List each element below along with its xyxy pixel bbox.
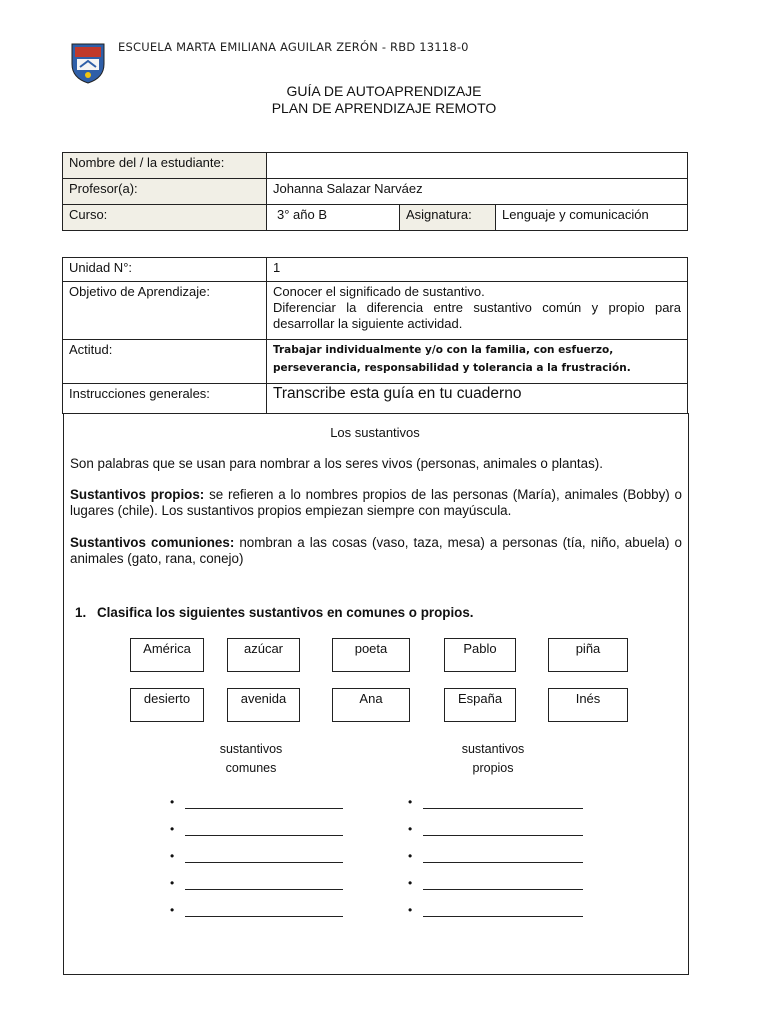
word-box: avenida — [227, 688, 300, 722]
proper-noun-text: se refieren a lo nombres propios de las personas (María), animales (Bobby) o lugares (chile). Los sustantivos propios empiezan siempre con mayúscula. — [70, 487, 682, 518]
word-box: Pablo — [444, 638, 516, 672]
word-box: poeta — [332, 638, 410, 672]
answer-line-proper[interactable] — [423, 916, 583, 917]
proper-nouns-column-label — [413, 740, 573, 778]
course-label: Curso: — [63, 205, 267, 231]
word-box: España — [444, 688, 516, 722]
student-name-label: Nombre del / la estudiante: — [63, 153, 267, 179]
bullet: • — [408, 849, 413, 863]
instructions-value: Transcribe esta guía en tu cuaderno — [267, 384, 688, 414]
subject-label: Asignatura: — [400, 205, 496, 231]
answer-line-common[interactable] — [185, 916, 343, 917]
word-box: Inés — [548, 688, 628, 722]
proper-col-line-1: sustantivos — [461, 742, 525, 756]
subject-value: Lenguaje y comunicación — [496, 205, 688, 231]
answer-line-proper[interactable] — [423, 835, 583, 836]
word-box: azúcar — [227, 638, 300, 672]
bullet: • — [170, 903, 175, 917]
proper-col-line-2: propios — [472, 761, 514, 775]
bullet: • — [408, 903, 413, 917]
bullet: • — [170, 822, 175, 836]
proper-noun-definition — [70, 487, 682, 519]
course-value: 3° año B — [267, 205, 400, 231]
bullet: • — [408, 876, 413, 890]
bullet: • — [408, 822, 413, 836]
attitude-label: Actitud: — [63, 340, 267, 384]
student-name-field[interactable] — [267, 153, 688, 179]
school-name: ESCUELA MARTA EMILIANA AGUILAR ZERÓN - RBD 13118-0 — [118, 40, 469, 54]
instructions-label: Instrucciones generales: — [63, 384, 267, 414]
answer-line-proper[interactable] — [423, 862, 583, 863]
guide-subtitle: PLAN DE APRENDIZAJE REMOTO — [271, 100, 497, 116]
teacher-label: Profesor(a): — [63, 179, 267, 205]
unit-label: Unidad N°: — [63, 258, 267, 282]
bullet: • — [408, 795, 413, 809]
student-info-table — [62, 152, 688, 231]
answer-line-proper[interactable] — [423, 808, 583, 809]
bullet: • — [170, 795, 175, 809]
exercise-number: 1. — [75, 605, 87, 620]
common-noun-term: Sustantivos comuniones: — [70, 535, 235, 550]
exercise-instruction: Clasifica los siguientes sustantivos en comunes o propios. — [97, 605, 474, 620]
word-box: piña — [548, 638, 628, 672]
objective-label: Objetivo de Aprendizaje: — [63, 282, 267, 340]
common-nouns-column-label — [171, 740, 331, 778]
common-noun-text: nombran a las cosas (vaso, taza, mesa) a personas (tía, niño, abuela) o animales (gato, rana, conejo) — [70, 535, 682, 566]
guide-title: GUÍA DE AUTOAPRENDIZAJE — [286, 83, 482, 99]
section-title: Los sustantivos — [330, 425, 420, 440]
teacher-value: Johanna Salazar Narváez — [267, 179, 688, 205]
answer-line-common[interactable] — [185, 889, 343, 890]
answer-line-common[interactable] — [185, 835, 343, 836]
word-box: desierto — [130, 688, 204, 722]
bullet: • — [170, 876, 175, 890]
school-crest-logo — [70, 40, 106, 84]
word-box: América — [130, 638, 204, 672]
answer-line-common[interactable] — [185, 862, 343, 863]
common-noun-definition — [70, 535, 682, 567]
unit-info-table — [62, 257, 688, 414]
answer-line-proper[interactable] — [423, 889, 583, 890]
common-col-line-2: comunes — [225, 761, 277, 775]
definition-text: Son palabras que se usan para nombrar a los seres vivos (personas, animales o plantas). — [70, 456, 603, 471]
common-col-line-1: sustantivos — [219, 742, 283, 756]
answer-line-common[interactable] — [185, 808, 343, 809]
attitude-value: Trabajar individualmente y/o con la familia, con esfuerzo, perseverancia, responsabilidad y tolerancia a la frustración. — [267, 340, 688, 384]
proper-noun-term: Sustantivos propios: — [70, 487, 205, 502]
bullet: • — [170, 849, 175, 863]
word-box: Ana — [332, 688, 410, 722]
objective-line-2: Diferenciar la diferencia entre sustantivo común y propio para desarrollar la siguiente actividad. — [273, 300, 681, 331]
unit-value: 1 — [267, 258, 688, 282]
objective-line-1: Conocer el significado de sustantivo. — [273, 284, 485, 299]
